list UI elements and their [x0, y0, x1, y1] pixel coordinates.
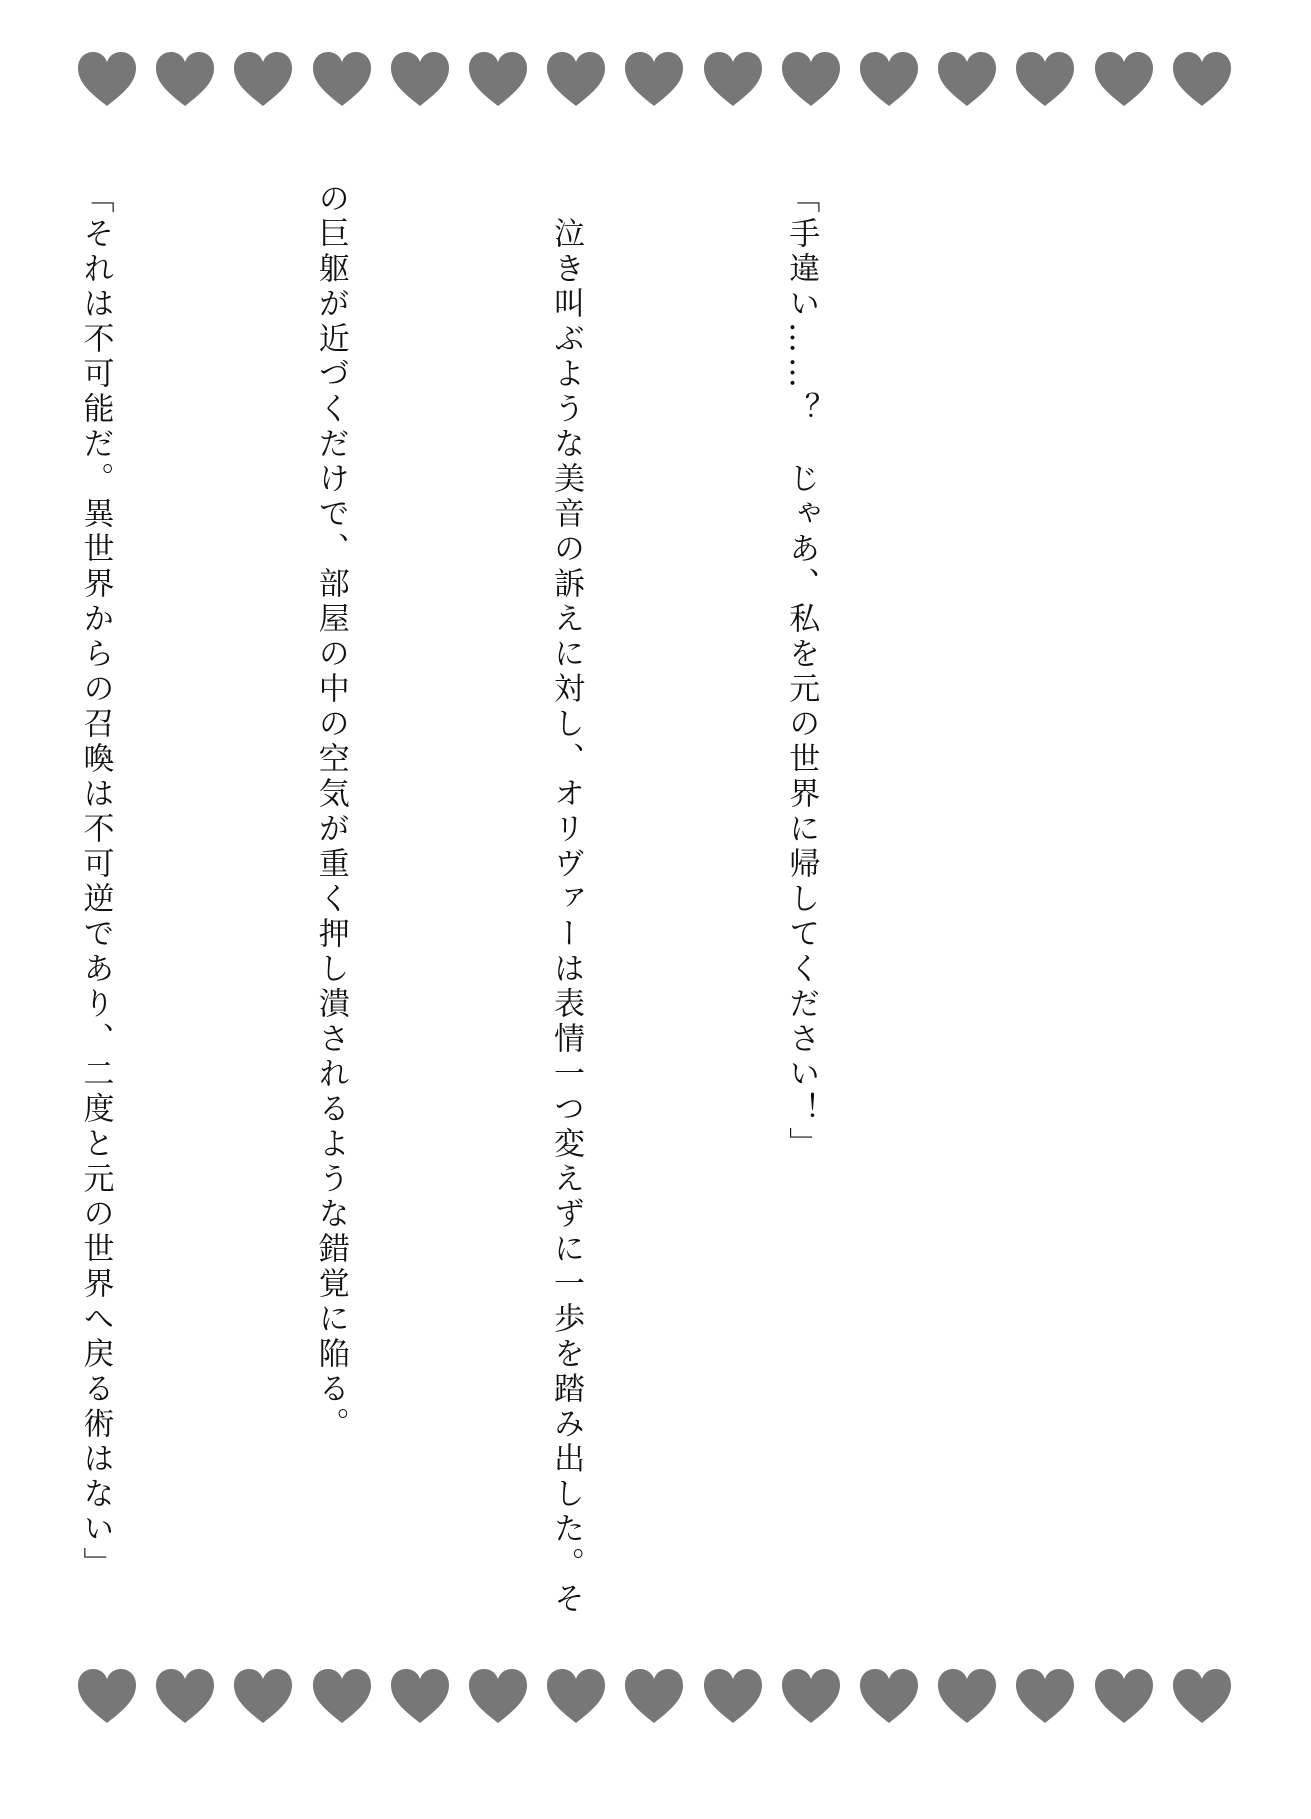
heart-icon: [701, 1665, 765, 1729]
heart-icon: [779, 1665, 843, 1729]
heart-icon: [1013, 48, 1077, 112]
heart-icon: [231, 48, 295, 112]
heart-icon: [466, 1665, 530, 1729]
heart-icon: [153, 48, 217, 112]
bottom-heart-border: [0, 1665, 1311, 1745]
heart-icon: [231, 1665, 295, 1729]
heart-icon: [75, 48, 139, 112]
heart-icon: [1013, 1665, 1077, 1729]
heart-icon: [310, 48, 374, 112]
heart-icon: [544, 48, 608, 112]
heart-icon: [75, 1665, 139, 1729]
heart-icon: [935, 48, 999, 112]
heart-icon: [1092, 48, 1156, 112]
text-line: 「手違い……？ じゃあ、私を元の世界に帰してください！」: [783, 182, 820, 1162]
heart-icon: [544, 1665, 608, 1729]
heart-icon: [153, 1665, 217, 1729]
text-line: 「それは不可能だ。異世界からの召喚は不可逆であり、二度と元の世界へ戻る術はない」: [77, 182, 114, 1582]
heart-icon: [466, 48, 530, 112]
text-line: 泣き叫ぶような美音の訴えに対し、オリヴァーは表情一つ変えずに一歩を踏み出した。そ: [547, 182, 584, 1617]
heart-icon: [622, 48, 686, 112]
text-line: の巨躯が近づくだけで、部屋の中の空気が重く押し潰されるような錯覚に陥る。: [312, 182, 349, 1442]
heart-icon: [622, 1665, 686, 1729]
heart-icon: [388, 48, 452, 112]
novel-text-body: [0, 182, 997, 1617]
top-heart-border: [0, 48, 1311, 128]
heart-icon: [310, 1665, 374, 1729]
heart-icon: [1170, 48, 1234, 112]
heart-icon: [779, 48, 843, 112]
heart-icon: [857, 48, 921, 112]
heart-icon: [935, 1665, 999, 1729]
heart-icon: [857, 1665, 921, 1729]
heart-icon: [1170, 1665, 1234, 1729]
heart-icon: [1092, 1665, 1156, 1729]
heart-icon: [701, 48, 765, 112]
heart-icon: [388, 1665, 452, 1729]
